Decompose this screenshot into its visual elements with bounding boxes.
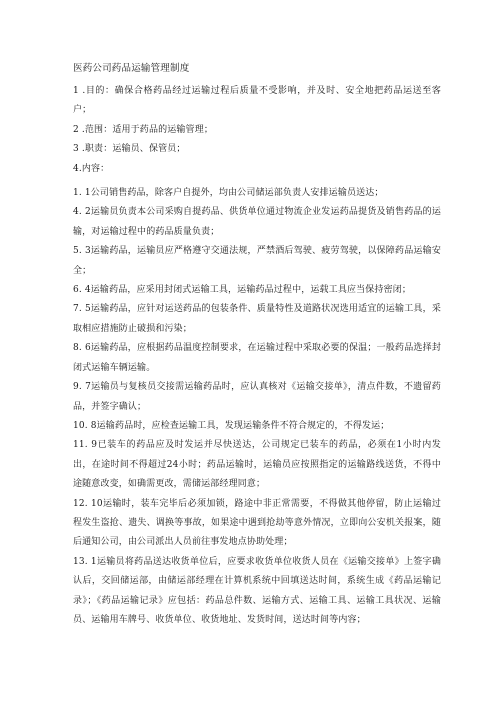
paragraph-responsibility: 3 .职责：运输员、保管员； [73,144,186,155]
clause-item: 13. 1运输员将药品送达收货单位后，应要求收货单位收货人员在《运输交接单》上签字确认后，交回储运部，由储运部经理在计算机系统中回填送达时间，系统生成《药品运输记录》；《药品运输记录》应包括：药品总件数、运输方式、运输工具、运输工具状况、运输员、运输用车牌号、收货单位、收货地址、发货时间，送达时间等内容； [73,556,441,625]
clause-item: 6. 4运输药品，应采用封闭式运输工具，运输药品过程中，运载工具应当保持密闭； [73,285,412,296]
clause-item: 12. 10运输时，装车完毕后必须加锁，路途中非正常需要，不得做其他停留，防止运输过程发生盗抢、遗失、调换等事故，如果途中遇到抢劫等意外情况，立即向公安机关报案，随后通知公司，由公司派出人员前往事发地点协助处理； [73,498,441,548]
clause-item: 7. 5运输药品，应针对运送药品的包装条件、质量特性及道路状况选用适宜的运输工具，采取相应措施防止破损和污染； [73,304,441,334]
document-page [73,62,441,630]
clause-item: 1. 1公司销售药品，除客户自提外，均由公司储运部负责人安排运输员送达； [73,188,384,199]
paragraph-content-heading: 4.内容： [73,163,110,174]
clause-item: 5. 3运输药品，运输员应严格遵守交通法规，严禁酒后驾驶、疲劳驾驶，以保障药品运输安全； [73,246,441,276]
clause-item: 9. 7运输员与复核员交接需运输药品时，应认真核对《运输交接单》，清点件数，不遗留药品，并签字确认； [73,382,441,412]
clause-item: 11. 9已装车的药品应及时发运并尽快送达，公司规定已装车的药品，必须在1小时内发出，在途时间不得超过24小时；药品运输时，运输员应按照指定的运输路线送货，不得中途随意改变，如确需更改，需储运部经理同意； [73,440,441,490]
clause-item: 8. 6运输药品，应根据药品温度控制要求，在运输过程中采取必要的保温；一般药品选择封闭式运输车辆运输。 [73,343,441,373]
paragraph-purpose: 1 .目的：确保合格药品经过运输过程后质量不受影响，并及时、安全地把药品运送至客户； [73,86,441,116]
paragraph-scope: 2 .范围：适用于药品的运输管理； [73,124,213,135]
clause-item: 4. 2运输员负责本公司采购自提药品、供货单位通过物流企业发运药品提货及销售药品的运输，对运输过程中的药品质量负责； [73,207,441,237]
document-title: 医药公司药品运输管理制度 [73,63,190,74]
clause-item: 10. 8运输药品时，应检查运输工具，发现运输条件不符合规定的，不得发运； [73,420,390,431]
